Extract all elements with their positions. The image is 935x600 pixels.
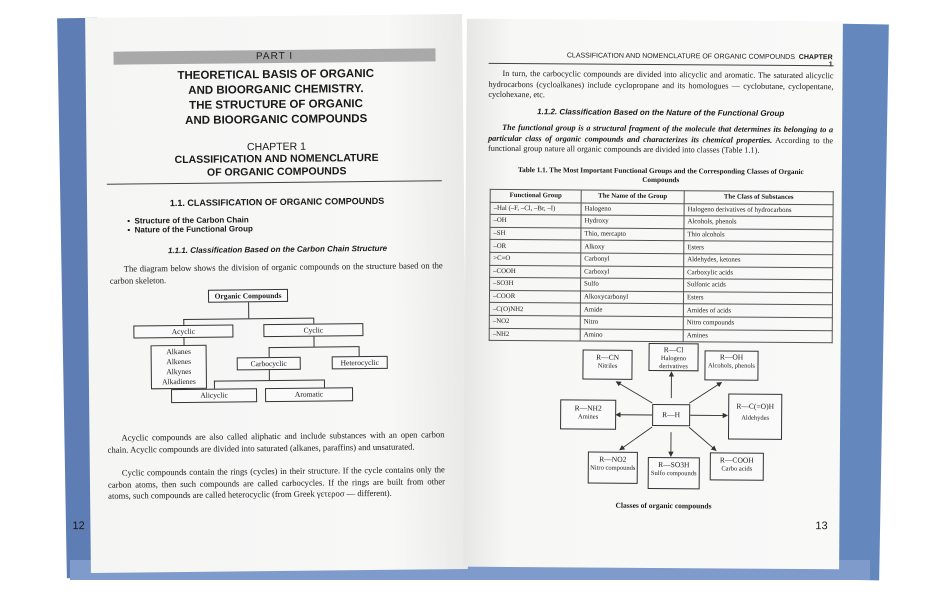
part-label: PART I [113,48,435,64]
acyclic-list-item: Alkenes [166,356,192,367]
carbo-formula: R—COOH [719,455,754,465]
table-cell: –OH [490,215,581,228]
intro-paragraph-right: In turn, the carbocyclic compounds are divided into alicyclic and aromatic. The saturated alicyclic hydrocarbons (cycloalkanes) include cyclopropane and its homologues — cyclobutane, cyclopentane, cyclohexane, etc. [488,68,834,100]
table-cell: Thio alcohols [684,228,833,242]
intro-paragraph: The diagram below shows the division of organic compounds on the structure based on the carbon skeleton. [109,260,443,286]
table-cell: –NO2 [489,315,580,328]
right-page [463,19,843,570]
connector [269,370,270,380]
table-cell: Amines [683,329,832,343]
alcohols-formula: R—OH [719,352,744,362]
connector [214,380,324,382]
running-head-title: CLASSIFICATION AND NOMENCLATURE OF ORGANIC COMPOUNDS [566,52,795,61]
bullet-list [127,213,427,234]
connector [269,347,270,357]
table-cell: Amino [580,329,683,342]
acyclic-list-item: Alkynes [166,366,192,377]
scheme-center-rh [652,404,690,426]
nitriles-label: Nitriles [597,362,618,370]
table-cell: –OR [490,240,581,253]
table-cell: Carboxylic acids [684,266,833,280]
table-cell: Carboxyl [581,266,684,279]
center-formula: R—H [662,410,681,420]
paragraph-acyclic: Acyclic compounds are also called aliphatic and include substances with an open carbon chain. Acyclic compounds are divided into saturated (alkanes, paraffins) and unsaturated. [107,429,445,455]
sulfo-label: Sulfo compounds [650,469,697,478]
nitriles-formula: R—CN [596,352,620,362]
main-title-line: THE STRUCTURE OF ORGANIC [189,98,363,112]
diagram-carbocyclic: Carbocyclic [237,357,301,371]
definition-bold: The functional group is a structural fragment of the molecule that determines its belonging to a particular class of organic compounds and characterizes its chemical properties. [488,122,834,145]
table-caption: Table 1.1. The Most Important Functional Groups and the Corresponding Classes of Organic Compounds [517,166,804,185]
table-cell: Thio, mercapto [581,228,684,241]
subsection-title: 1.1.1. Classification Based on the Carbon Chain Structure [167,243,388,256]
table-cell: Esters [684,241,833,255]
table-cell: –SH [490,227,581,240]
table-cell: Sulfonic acids [684,279,833,293]
arrow-to-nitriles [616,382,652,403]
acyclic-list-item: Alkadienes [161,376,196,387]
diagram-acyclic-list [151,345,207,390]
page-number-left: 12 [72,520,85,533]
chapter-title [117,151,437,180]
scheme-caption: Classes of organic compounds [615,500,712,511]
amines-formula: R—NH2 [574,403,602,413]
halogeno-label: Halogeno derivatives [659,355,688,371]
carbo-label: Carbo acids [721,465,753,473]
connector [214,381,215,389]
diagram-aromatic: Aromatic [265,387,353,402]
connector [324,379,325,387]
connector [248,302,249,318]
table-cell: Esters [683,291,832,305]
main-title-line: AND BIOORGANIC CHEMISTRY. [188,83,364,97]
sulfo-formula: R—SO3H [658,460,690,470]
section-title: 1.1. CLASSIFICATION OF ORGANIC COMPOUNDS [169,195,385,209]
table-cell: Nitro compounds [683,317,832,331]
table-cell: Aldehydes, ketones [684,254,833,268]
alcohols-label: Alcohols, phenols [707,362,755,370]
table-cell: –NH2 [489,328,580,341]
table-cell: >C=O [490,252,581,265]
definition-rest: According to the functional group nature all organic compounds are divided into classes (Table 1.1). [487,135,834,155]
nitro-formula: R—NO2 [599,454,627,464]
table-cell: Alkoxycarbonyl [580,291,683,304]
connector [313,337,314,347]
scheme-amines [560,399,616,429]
table-cell: Amides of acids [683,304,832,318]
connector [183,338,184,345]
table-cell: –SO3H [490,278,581,291]
acyclic-list-item: Alkanes [166,346,191,357]
chapter-title-line: OF ORGANIC COMPOUNDS [206,165,347,179]
diagram-heterocyclic: Heterocyclic [332,356,388,370]
scheme-halogeno [648,343,698,371]
scheme-sulfo [648,457,700,489]
table-cell: Halogeno derivatives of hydrocarbons [684,203,833,217]
scheme-nitriles [582,350,632,380]
connector [269,346,359,348]
chapter-rule [107,180,442,185]
table-header: Functional Group [490,189,581,202]
subsection-title-right: 1.1.2. Classification Based on the Nature of the Functional Group [537,107,785,118]
table-cell: Alkoxy [581,240,684,253]
scheme-alcohols [704,350,758,380]
aldehydes-formula: R—C(=O)H [736,401,775,411]
table-cell: –COOH [490,265,581,278]
nitro-label: Nitro compounds [590,464,636,472]
table-cell: Halogeno [581,203,684,216]
table-cell: –COOR [489,290,580,303]
arrow-to-carbo [689,427,716,450]
connector [359,346,360,356]
scheme-carbo [710,452,764,480]
table-cell: –C(O)NH2 [489,303,580,316]
table-cell: Sulfo [581,278,684,291]
arrow-to-nitro [620,427,652,450]
scheme-aldehydes [728,394,782,440]
connector [183,318,313,320]
main-title [116,66,437,129]
page-number-right: 13 [815,520,828,533]
table-header: The Class of Substances [684,191,833,205]
main-title-line: AND BIOORGANIC COMPOUNDS [185,113,368,127]
table-cell: Carbonyl [581,253,684,266]
table-cell: Alcohols, phenols [684,216,833,230]
scheme-nitro [588,452,638,484]
running-head-chapter: CHAPTER [798,54,833,62]
table-cell: Hydroxy [581,215,684,228]
chapter-title-line: CLASSIFICATION AND NOMENCLATURE [174,151,379,167]
table-cell: Nitro [580,316,683,329]
bullet-item: ▪ Nature of the Functional Group [127,224,253,235]
paragraph-cyclic: Cyclic compounds contain the rings (cycles) in their structure. If the cycle contains only the carbon atoms, then such compounds are called carbocycles. If the rings are built from other atoms, such compounds are called heterocyclic (from Greek γετεροσ — different). [107,464,446,501]
amines-label: Amines [577,413,599,421]
table-header: The Name of the Group [581,190,684,203]
halogeno-formula: R—Cl [663,345,684,355]
arrow-to-alcohols [689,382,721,403]
main-title-line: THEORETICAL BASIS OF ORGANIC [177,67,375,83]
left-page [72,14,468,573]
bullet-item: ▪ Structure of the Carbon Chain [127,215,249,226]
table-cell: Amide [580,303,683,316]
diagram-organic-compounds: Organic Compounds [208,289,288,303]
table-cell: –Hal (–F, –Cl, –Br, –I) [490,202,581,215]
diagram-alicyclic: Alicyclic [171,388,257,403]
aldehydes-label: Aldehydes [741,414,770,422]
diagram-cyclic: Cyclic [263,323,363,337]
diagram-acyclic: Acyclic [133,324,233,338]
chapter-number: CHAPTER 1 [246,140,306,154]
